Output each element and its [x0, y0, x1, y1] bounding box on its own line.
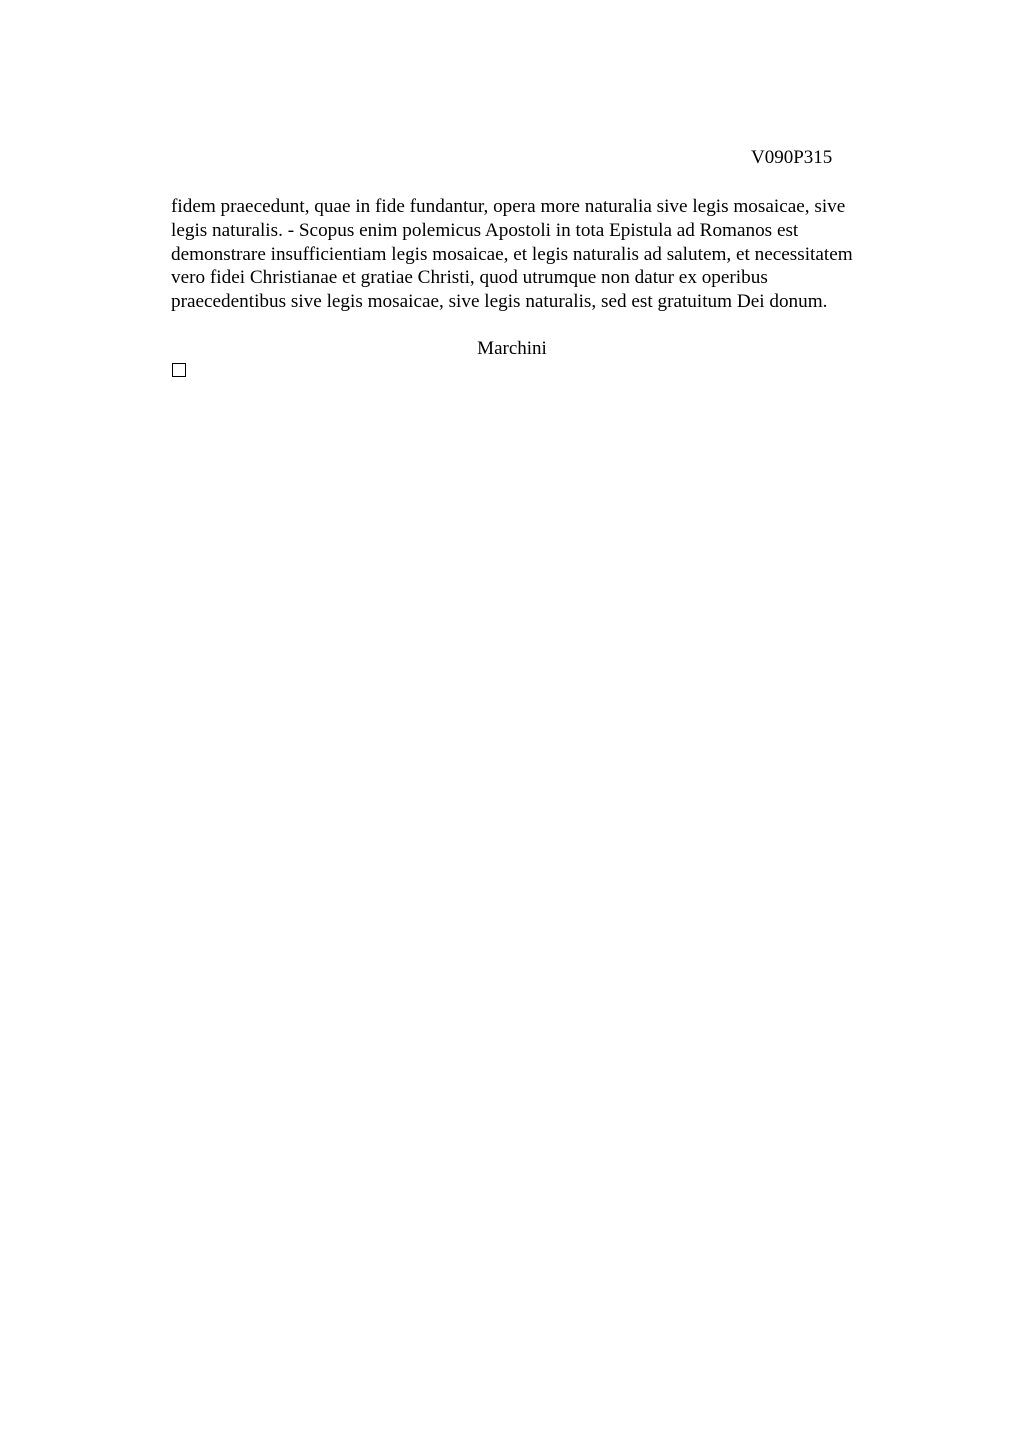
body-paragraph	[171, 195, 916, 314]
empty-square-icon	[172, 363, 186, 377]
body-line: fidem praecedunt, quae in fide fundantur, opera more naturalia sive legis mosaicae, sive	[171, 196, 846, 217]
body-line: demonstrare insufficientiam legis mosaicae, et legis naturalis ad salutem, et necessitatem	[171, 243, 853, 265]
page-number: V090P315	[751, 147, 833, 168]
body-line: legis naturalis. - Scopus enim polemicus Apostoli in tota Epistula ad Romanos est	[171, 219, 799, 241]
body-line: praecedentibus sive legis mosaicae, sive legis naturalis, sed est gratuitum Dei donum.	[171, 291, 828, 312]
author-signature: Marchini	[477, 338, 547, 359]
body-line: vero fidei Christianae et gratiae Christi, quod utrumque non datur ex operibus	[171, 267, 768, 289]
